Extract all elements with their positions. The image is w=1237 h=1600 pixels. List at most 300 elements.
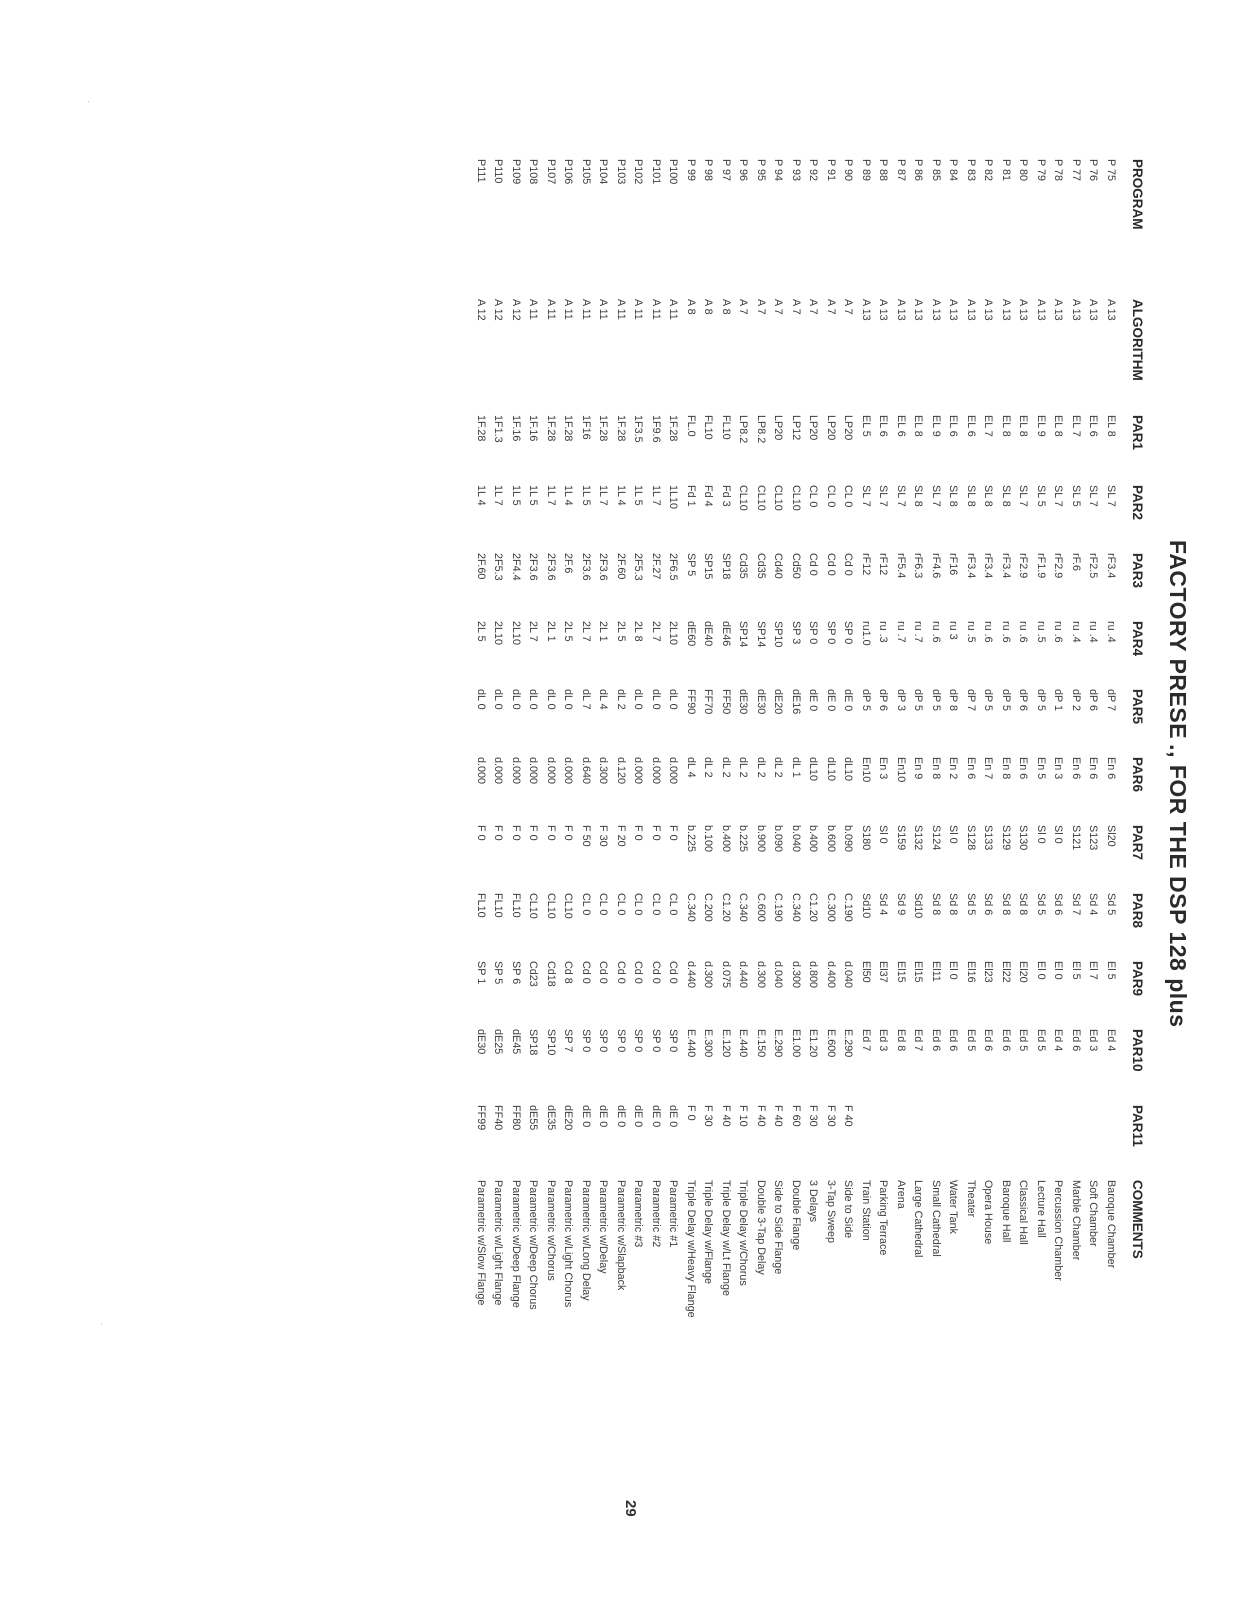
- table-cell: En 3: [877, 757, 890, 780]
- table-cell: Sd 5: [965, 893, 977, 916]
- table-cell: [944, 1105, 962, 1180]
- table-cell: Sd 5: [1105, 893, 1117, 916]
- table-cell: EL 6: [895, 415, 907, 437]
- table-cell: F 0: [527, 825, 540, 841]
- table-cell: CL10: [527, 893, 540, 919]
- table-cell: S128: [965, 825, 977, 851]
- table-cell: En 6: [1070, 757, 1082, 780]
- table-cell: 2L 1: [597, 621, 610, 642]
- table-row: [892, 159, 910, 1519]
- table-cell: A 11: [615, 299, 627, 320]
- table-row: [927, 159, 945, 1519]
- table-row: [489, 159, 507, 1519]
- table-cell: C.190: [842, 893, 855, 922]
- table-cell: 1F.28: [597, 415, 610, 442]
- table-cell: Cd 0: [632, 961, 645, 984]
- table-cell: dE20: [562, 1105, 575, 1131]
- table-cell: El15: [895, 961, 907, 983]
- table-cell: dL 0: [667, 689, 680, 710]
- table-cell: 2F5.3: [492, 553, 505, 581]
- table-cell: 2F3.6: [580, 553, 592, 581]
- table-cell: 2L 5: [475, 621, 487, 642]
- table-cell: rF2.5: [1087, 553, 1100, 579]
- table-cell: SL 7: [1017, 485, 1030, 507]
- table-cell: En 6: [1017, 757, 1030, 780]
- table-cell: El37: [877, 961, 890, 983]
- table-row: [787, 159, 805, 1519]
- table-cell: CL10: [562, 893, 575, 919]
- table-cell: P 96: [737, 159, 750, 182]
- table-cell: ru .5: [1035, 621, 1047, 643]
- column-header: PAR8: [1130, 893, 1145, 929]
- table-cell: dE20: [772, 689, 785, 715]
- table-cell: 2F3.6: [545, 553, 557, 581]
- table-cell: Ed 7: [860, 1029, 872, 1052]
- table-cell: P 87: [895, 159, 907, 182]
- table-cell: F 0: [650, 825, 662, 841]
- table-cell: E.150: [755, 1029, 767, 1058]
- table-cell: E.300: [702, 1029, 715, 1058]
- table-cell: dP 1: [1052, 689, 1065, 712]
- table-cell: dL 4: [685, 757, 697, 778]
- table-cell: SP14: [737, 621, 750, 648]
- table-cell: SP 1: [475, 961, 487, 985]
- table-cell: P106: [562, 159, 575, 185]
- table-cell: A 8: [720, 299, 732, 315]
- table-cell: C.190: [772, 893, 785, 922]
- table-row: [804, 159, 822, 1519]
- table-cell: F 40: [755, 1105, 767, 1127]
- table-row: [577, 159, 595, 1519]
- table-cell: EL 6: [965, 415, 977, 437]
- table-cell: CL 0: [580, 893, 592, 916]
- table-header-row: [1119, 159, 1145, 1519]
- table-cell: ru .5: [965, 621, 977, 643]
- table-cell: A 13: [1070, 299, 1082, 321]
- table-cell: LP20: [772, 415, 785, 441]
- table-cell: P 75: [1105, 159, 1117, 182]
- comment-cell: Side to Side Flange: [772, 1180, 785, 1275]
- table-cell: CL10: [772, 485, 785, 511]
- table-cell: CL 0: [807, 485, 820, 508]
- table-cell: C.340: [685, 893, 697, 922]
- table-cell: rF16: [947, 553, 960, 576]
- table-cell: ru .6: [1017, 621, 1030, 643]
- table-row: [839, 159, 857, 1519]
- table-cell: 2L 1: [545, 621, 557, 642]
- table-cell: dL 0: [510, 689, 522, 710]
- table-cell: dE 0: [825, 689, 837, 712]
- table-cell: [874, 1105, 892, 1180]
- table-cell: 2L 5: [562, 621, 575, 642]
- table-cell: SL 5: [1035, 485, 1047, 507]
- table-cell: 1F1.3: [492, 415, 505, 443]
- table-cell: A 13: [1035, 299, 1047, 321]
- table-cell: F 0: [562, 825, 575, 841]
- table-cell: SP 0: [580, 1029, 592, 1053]
- comment-cell: Opera House: [982, 1180, 995, 1245]
- table-cell: rF4.6: [930, 553, 942, 579]
- table-cell: Sd 6: [1052, 893, 1065, 916]
- table-cell: E1.20: [807, 1029, 820, 1058]
- table-cell: P107: [545, 159, 557, 185]
- table-cell: P108: [527, 159, 540, 185]
- table-cell: Cd23: [527, 961, 540, 987]
- table-cell: dL 0: [475, 689, 487, 710]
- table-cell: Cd40: [772, 553, 785, 579]
- table-cell: dE 0: [667, 1105, 680, 1128]
- table-cell: P 86: [912, 159, 925, 182]
- comment-cell: Side to Side: [842, 1180, 855, 1239]
- table-cell: S124: [930, 825, 942, 851]
- table-cell: dL 0: [545, 689, 557, 710]
- table-cell: dP 5: [860, 689, 872, 712]
- comment-cell: Water Tank: [947, 1180, 960, 1235]
- table-cell: 1L 4: [615, 485, 627, 506]
- table-cell: 1F.16: [510, 415, 522, 442]
- comment-cell: Baroque Chamber: [1105, 1180, 1117, 1269]
- table-cell: d.000: [510, 757, 522, 785]
- table-cell: S159: [895, 825, 907, 851]
- table-cell: Ed 6: [930, 1029, 942, 1052]
- table-cell: Sd 6: [982, 893, 995, 916]
- table-cell: A 13: [965, 299, 977, 321]
- column-header: PAR1: [1130, 415, 1145, 451]
- table-cell: E1.00: [790, 1029, 802, 1058]
- table-cell: d.000: [562, 757, 575, 785]
- table-cell: [927, 1105, 945, 1180]
- table-cell: S123: [1087, 825, 1100, 851]
- table-cell: d.300: [755, 961, 767, 989]
- comment-cell: Arena: [895, 1180, 907, 1209]
- table-cell: Sd 8: [1017, 893, 1030, 916]
- table-cell: dL 0: [562, 689, 575, 710]
- table-cell: Cd35: [737, 553, 750, 579]
- table-cell: dE30: [737, 689, 750, 715]
- table-cell: 1F3.5: [632, 415, 645, 443]
- table-cell: ru .3: [877, 621, 890, 643]
- table-cell: FF80: [510, 1105, 522, 1131]
- table-cell: Fd 4: [702, 485, 715, 507]
- factory-presets-table: [472, 159, 1146, 1519]
- table-cell: A 7: [755, 299, 767, 315]
- table-cell: Sl 0: [877, 825, 890, 844]
- table-cell: d.440: [685, 961, 697, 989]
- table-row: [1084, 159, 1102, 1519]
- table-cell: P 83: [965, 159, 977, 182]
- table-row: [734, 159, 752, 1519]
- table-row: [997, 159, 1015, 1519]
- table-cell: F 30: [702, 1105, 715, 1127]
- table-cell: [979, 1105, 997, 1180]
- comment-cell: Triple Delay w/Chorus: [737, 1180, 750, 1286]
- table-cell: ru 3: [947, 621, 960, 640]
- table-cell: A 13: [982, 299, 995, 321]
- table-cell: F 0: [632, 825, 645, 841]
- table-cell: b.225: [685, 825, 697, 853]
- table-row: [822, 159, 840, 1519]
- table-cell: [1049, 1105, 1067, 1180]
- table-row: [524, 159, 542, 1519]
- table-row: [1049, 159, 1067, 1519]
- table-row: [559, 159, 577, 1519]
- comment-cell: 3 Delays: [807, 1180, 820, 1223]
- column-header: PAR7: [1130, 825, 1145, 861]
- comment-cell: Parametric w/Long Delay: [580, 1180, 592, 1301]
- table-cell: C.340: [790, 893, 802, 922]
- table-cell: P 88: [877, 159, 890, 182]
- table-cell: P111: [475, 159, 487, 183]
- table-cell: ru .7: [912, 621, 925, 643]
- table-cell: P 81: [1000, 159, 1012, 182]
- table-cell: En 8: [930, 757, 942, 780]
- table-cell: b.040: [790, 825, 802, 853]
- table-cell: Sl20: [1105, 825, 1117, 847]
- table-cell: rF5.4: [895, 553, 907, 579]
- table-cell: Sd 7: [1070, 893, 1082, 916]
- table-cell: SP 0: [650, 1029, 662, 1053]
- table-cell: CL 0: [597, 893, 610, 916]
- table-cell: SP 0: [632, 1029, 645, 1053]
- table-cell: 1L 4: [475, 485, 487, 506]
- table-cell: 1L 5: [632, 485, 645, 506]
- table-cell: rF12: [860, 553, 872, 576]
- table-row: [769, 159, 787, 1519]
- table-cell: d.000: [632, 757, 645, 785]
- table-cell: CL10: [755, 485, 767, 511]
- comment-cell: Percussion Chamber: [1052, 1180, 1065, 1281]
- table-cell: A 12: [510, 299, 522, 321]
- table-cell: El20: [1017, 961, 1030, 983]
- table-cell: 2F3.6: [597, 553, 610, 581]
- table-cell: C1.20: [720, 893, 732, 922]
- table-cell: 2L10: [492, 621, 505, 646]
- table-cell: 1L 7: [545, 485, 557, 506]
- table-cell: En 9: [912, 757, 925, 780]
- comment-cell: Parametric w/Deep Chorus: [527, 1180, 540, 1310]
- table-cell: ru1.0: [860, 621, 872, 646]
- table-cell: dE45: [510, 1029, 522, 1055]
- table-row: [472, 159, 490, 1519]
- table-cell: SL 8: [912, 485, 925, 507]
- table-cell: d.400: [825, 961, 837, 989]
- table-cell: FL.0: [685, 415, 697, 437]
- table-cell: E.440: [685, 1029, 697, 1058]
- table-cell: SP 7: [562, 1029, 575, 1053]
- table-cell: EL 8: [1000, 415, 1012, 437]
- table-row: [1014, 159, 1032, 1519]
- table-cell: Sd 8: [1000, 893, 1012, 916]
- table-cell: FF99: [475, 1105, 487, 1131]
- table-cell: [1084, 1105, 1102, 1180]
- table-cell: 1F.28: [667, 415, 680, 442]
- table-cell: Ed 5: [1035, 1029, 1047, 1052]
- table-cell: CL 0: [825, 485, 837, 508]
- table-cell: LP20: [807, 415, 820, 441]
- table-cell: 1F.28: [615, 415, 627, 442]
- table-cell: Sd 9: [895, 893, 907, 916]
- table-cell: b.400: [720, 825, 732, 853]
- table-cell: dL 0: [527, 689, 540, 710]
- table-cell: dE30: [755, 689, 767, 715]
- table-cell: F 30: [825, 1105, 837, 1127]
- table-cell: d.300: [597, 757, 610, 785]
- table-cell: A 11: [580, 299, 592, 320]
- table-cell: 2F.60: [475, 553, 487, 580]
- table-cell: F 10: [737, 1105, 750, 1127]
- table-cell: dL10: [842, 757, 855, 782]
- table-cell: F 20: [615, 825, 627, 847]
- table-cell: P 82: [982, 159, 995, 182]
- table-cell: ru .6: [930, 621, 942, 643]
- column-header: PAR9: [1130, 961, 1145, 997]
- table-cell: LP8.2: [737, 415, 750, 444]
- table-cell: A 11: [632, 299, 645, 320]
- table-cell: EL 6: [1087, 415, 1100, 437]
- table-row: [874, 159, 892, 1519]
- table-cell: 2L 5: [615, 621, 627, 642]
- table-cell: A 11: [667, 299, 680, 320]
- table-cell: E.440: [737, 1029, 750, 1058]
- comment-cell: Marble Chamber: [1070, 1180, 1082, 1261]
- table-cell: F 30: [807, 1105, 820, 1127]
- table-cell: dE46: [720, 621, 732, 647]
- table-cell: [997, 1105, 1015, 1180]
- table-cell: Cd 0: [580, 961, 592, 984]
- table-cell: F 40: [772, 1105, 785, 1127]
- table-cell: P 95: [755, 159, 767, 182]
- table-cell: S180: [860, 825, 872, 851]
- table-cell: SP 0: [597, 1029, 610, 1053]
- table-cell: dL 0: [632, 689, 645, 710]
- table-cell: [892, 1105, 910, 1180]
- table-cell: FF90: [685, 689, 697, 715]
- page-number: 29: [622, 1500, 639, 1517]
- table-cell: ru .4: [1087, 621, 1100, 643]
- table-cell: SL 7: [1052, 485, 1065, 507]
- table-cell: A 7: [825, 299, 837, 315]
- table-cell: Ed 3: [877, 1029, 890, 1052]
- table-cell: LP12: [790, 415, 802, 441]
- comment-cell: Parametric w/Light Chorus: [562, 1180, 575, 1308]
- column-header: PAR4: [1130, 621, 1145, 657]
- table-cell: Cd 0: [667, 961, 680, 984]
- table-cell: A 11: [562, 299, 575, 320]
- table-cell: SL 7: [877, 485, 890, 507]
- table-cell: 1F.28: [475, 415, 487, 442]
- table-cell: d.300: [702, 961, 715, 989]
- table-cell: dE40: [702, 621, 715, 647]
- table-cell: CL10: [790, 485, 802, 511]
- table-cell: En10: [860, 757, 872, 783]
- table-cell: dE60: [685, 621, 697, 647]
- table-cell: S121: [1070, 825, 1082, 851]
- table-row: [909, 159, 927, 1519]
- table-cell: Cd 0: [825, 553, 837, 576]
- table-cell: S132: [912, 825, 925, 851]
- table-cell: P 80: [1017, 159, 1030, 182]
- table-cell: S130: [1017, 825, 1030, 851]
- table-cell: d.000: [527, 757, 540, 785]
- table-cell: SL 5: [1070, 485, 1082, 507]
- table-cell: Ed 3: [1087, 1029, 1100, 1052]
- table-cell: dL 4: [597, 689, 610, 710]
- table-cell: [1032, 1105, 1050, 1180]
- table-cell: rF3.4: [1105, 553, 1117, 579]
- table-cell: FL10: [702, 415, 715, 440]
- table-cell: P101: [650, 159, 662, 185]
- table-cell: C1.20: [807, 893, 820, 922]
- table-cell: EL 7: [1070, 415, 1082, 437]
- table-cell: 1F9.6: [650, 415, 662, 443]
- column-header: PAR10: [1130, 1029, 1145, 1072]
- table-row: [979, 159, 997, 1519]
- table-cell: EL 5: [860, 415, 872, 437]
- table-cell: [1102, 1105, 1120, 1180]
- table-cell: En 6: [965, 757, 977, 780]
- table-cell: F 30: [597, 825, 610, 847]
- table-cell: [1014, 1105, 1032, 1180]
- table-cell: A 13: [912, 299, 925, 321]
- comment-cell: Large Cathedral: [912, 1180, 925, 1258]
- table-cell: dE30: [475, 1029, 487, 1055]
- table-cell: CL 0: [632, 893, 645, 916]
- comment-cell: Parametric w/Chorus: [545, 1180, 557, 1281]
- table-cell: Sd 4: [877, 893, 890, 916]
- table-row: [717, 159, 735, 1519]
- table-cell: C.600: [755, 893, 767, 922]
- table-cell: dE25: [492, 1029, 505, 1055]
- table-cell: Ed 8: [895, 1029, 907, 1052]
- table-cell: EL 8: [1105, 415, 1117, 437]
- table-cell: rF3.4: [982, 553, 995, 579]
- table-cell: dE 0: [632, 1105, 645, 1128]
- table-cell: LP20: [825, 415, 837, 441]
- table-cell: 2F5.3: [632, 553, 645, 581]
- table-row: [664, 159, 682, 1519]
- table-cell: A 8: [685, 299, 697, 315]
- table-cell: EL 6: [877, 415, 890, 437]
- table-cell: F 40: [720, 1105, 732, 1127]
- comment-cell: Lecture Hall: [1035, 1180, 1047, 1238]
- table-cell: d.800: [807, 961, 820, 989]
- table-row: [944, 159, 962, 1519]
- table-cell: SL 7: [1087, 485, 1100, 507]
- table-cell: ru .4: [1105, 621, 1117, 643]
- table-cell: dP 5: [912, 689, 925, 712]
- table-cell: rF1.9: [1035, 553, 1047, 579]
- table-cell: SL 8: [965, 485, 977, 507]
- comment-cell: Parking Terrace: [877, 1180, 890, 1256]
- table-cell: Cd 8: [562, 961, 575, 984]
- table-cell: A 13: [930, 299, 942, 321]
- table-cell: Fd 1: [685, 485, 697, 507]
- table-cell: EL 9: [1035, 415, 1047, 437]
- table-cell: rF12: [877, 553, 890, 576]
- table-cell: SP10: [772, 621, 785, 648]
- table-cell: rF3.4: [965, 553, 977, 579]
- column-header: PAR3: [1130, 553, 1145, 589]
- table-cell: SP10: [545, 1029, 557, 1056]
- table-cell: A 7: [842, 299, 855, 315]
- table-cell: F 0: [492, 825, 505, 841]
- table-cell: El15: [912, 961, 925, 983]
- table-cell: El11: [930, 961, 942, 982]
- table-cell: SL 8: [947, 485, 960, 507]
- table-row: [699, 159, 717, 1519]
- column-header: PAR6: [1130, 757, 1145, 793]
- table-cell: F 0: [685, 1105, 697, 1121]
